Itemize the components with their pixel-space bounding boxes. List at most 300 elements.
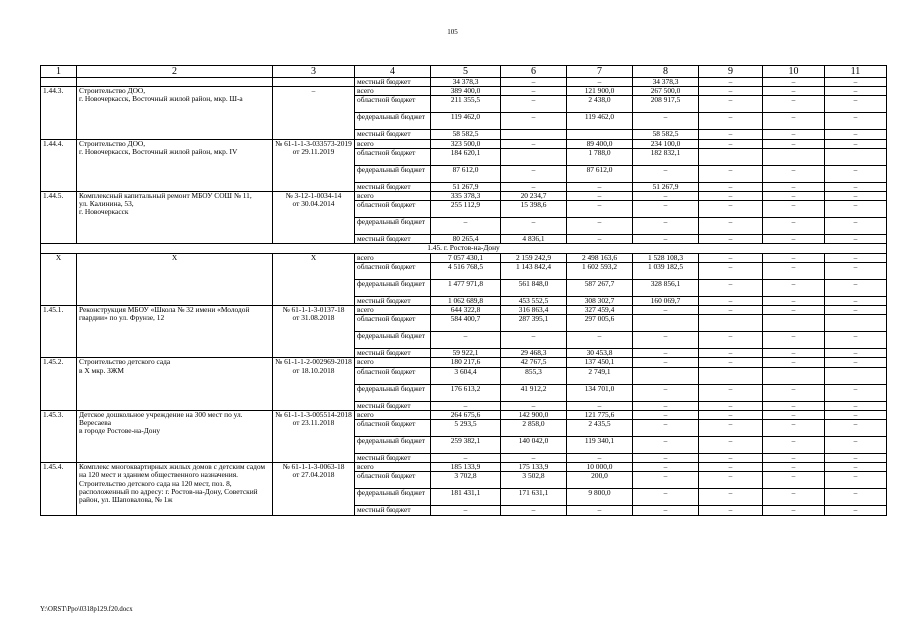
budget-source: областной бюджет (355, 201, 431, 218)
item-number: 1.45.4. (41, 463, 77, 515)
amount-cell: – (567, 401, 633, 410)
amount-cell (763, 315, 825, 332)
budget-source: областной бюджет (355, 472, 431, 489)
amount-cell: – (763, 472, 825, 489)
amount-cell: – (567, 218, 633, 235)
amount-cell: – (633, 332, 699, 349)
amount-cell: – (699, 472, 763, 489)
column-header: 9 (699, 66, 763, 78)
amount-cell: 171 631,1 (501, 489, 567, 506)
amount-cell: – (763, 201, 825, 218)
amount-cell (567, 130, 633, 139)
amount-cell: – (825, 306, 887, 315)
table-row (41, 253, 887, 262)
table-cell: местный бюджет (355, 78, 431, 87)
amount-cell: 119 340,1 (567, 437, 633, 454)
amount-cell: – (825, 96, 887, 113)
amount-cell: – (431, 506, 501, 515)
amount-cell: – (633, 165, 699, 182)
amount-cell: – (763, 182, 825, 191)
budget-source: всего (355, 463, 431, 472)
budget-source: всего (355, 87, 431, 96)
document-reference: № 61-1-1-2-002969-2018 от 18.10.2018 (273, 358, 355, 410)
amount-cell: – (633, 437, 699, 454)
item-number: 1.44.4. (41, 139, 77, 191)
table-row (41, 463, 887, 472)
amount-cell: – (699, 332, 763, 349)
amount-cell: 287 395,1 (501, 315, 567, 332)
amount-cell: 2 749,1 (567, 367, 633, 384)
budget-source: федеральный бюджет (355, 332, 431, 349)
amount-cell: 200,0 (567, 472, 633, 489)
budget-source: областной бюджет (355, 96, 431, 113)
column-header: 2 (77, 66, 273, 78)
item-number: X (41, 253, 77, 305)
budget-source: областной бюджет (355, 367, 431, 384)
budget-source: областной бюджет (355, 420, 431, 437)
item-name: X (77, 253, 273, 305)
budget-source: федеральный бюджет (355, 279, 431, 296)
amount-cell: – (763, 192, 825, 201)
amount-cell: – (501, 506, 567, 515)
budget-table (40, 65, 887, 516)
item-number: 1.45.1. (41, 306, 77, 358)
amount-cell: 51 267,9 (431, 182, 501, 191)
page-number: 105 (447, 28, 458, 36)
table-cell: – (501, 78, 567, 87)
amount-cell: – (825, 401, 887, 410)
amount-cell: 121 900,0 (567, 87, 633, 96)
amount-cell: – (763, 113, 825, 130)
amount-cell: 4 836,1 (501, 235, 567, 244)
column-header: 6 (501, 66, 567, 78)
amount-cell: 15 398,6 (501, 201, 567, 218)
amount-cell: – (501, 96, 567, 113)
amount-cell: 87 612,0 (567, 165, 633, 182)
amount-cell: – (633, 384, 699, 401)
amount-cell: – (699, 437, 763, 454)
amount-cell: – (763, 139, 825, 148)
amount-cell (501, 148, 567, 165)
amount-cell: 121 775,6 (567, 410, 633, 419)
file-path-footer: Y:\ORST\Ppo\0318p129.f20.docx (40, 606, 133, 613)
amount-cell: 7 057 430,1 (431, 253, 501, 262)
amount-cell: – (825, 349, 887, 358)
budget-source: областной бюджет (355, 315, 431, 332)
table-cell (77, 78, 273, 87)
amount-cell: – (633, 201, 699, 218)
budget-source: всего (355, 358, 431, 367)
amount-cell: – (633, 113, 699, 130)
item-name: Реконструкция МБОУ «Школа № 32 имени «Молодой гвардии» по ул. Фрунзе, 12 (77, 306, 273, 358)
item-number: 1.45.2. (41, 358, 77, 410)
amount-cell: 80 265,4 (431, 235, 501, 244)
amount-cell: 185 133,9 (431, 463, 501, 472)
amount-cell: 59 922,1 (431, 349, 501, 358)
amount-cell: 137 450,1 (567, 358, 633, 367)
section-title: 1.45. г. Ростов-на-Дону (41, 244, 887, 253)
amount-cell: – (431, 401, 501, 410)
amount-cell: – (501, 401, 567, 410)
amount-cell (763, 148, 825, 165)
amount-cell: 176 613,2 (431, 384, 501, 401)
amount-cell: – (699, 96, 763, 113)
amount-cell: 1 062 689,8 (431, 296, 501, 305)
budget-source: федеральный бюджет (355, 384, 431, 401)
amount-cell: – (763, 384, 825, 401)
amount-cell: – (699, 130, 763, 139)
header-row (41, 66, 887, 78)
amount-cell: – (699, 87, 763, 96)
amount-cell: – (763, 463, 825, 472)
amount-cell: – (699, 113, 763, 130)
amount-cell: – (763, 401, 825, 410)
amount-cell: – (699, 401, 763, 410)
amount-cell: – (567, 235, 633, 244)
budget-source: всего (355, 253, 431, 262)
amount-cell: 211 355,5 (431, 96, 501, 113)
amount-cell: – (633, 489, 699, 506)
amount-cell: – (699, 454, 763, 463)
amount-cell: – (633, 506, 699, 515)
budget-source: местный бюджет (355, 296, 431, 305)
amount-cell: – (699, 235, 763, 244)
column-header: 4 (355, 66, 431, 78)
amount-cell: 259 382,1 (431, 437, 501, 454)
amount-cell: – (633, 420, 699, 437)
amount-cell: – (825, 437, 887, 454)
amount-cell: 587 267,7 (567, 279, 633, 296)
amount-cell: 119 462,0 (431, 113, 501, 130)
amount-cell: – (825, 139, 887, 148)
amount-cell: – (633, 410, 699, 419)
amount-cell: 51 267,9 (633, 182, 699, 191)
amount-cell (699, 148, 763, 165)
amount-cell: – (633, 463, 699, 472)
amount-cell: 29 468,3 (501, 349, 567, 358)
document-reference: – (273, 87, 355, 139)
amount-cell: – (501, 87, 567, 96)
table-row (41, 306, 887, 315)
amount-cell: – (633, 358, 699, 367)
amount-cell: – (825, 235, 887, 244)
amount-cell (633, 367, 699, 384)
budget-source: местный бюджет (355, 454, 431, 463)
amount-cell: 1 788,0 (567, 148, 633, 165)
amount-cell: – (633, 454, 699, 463)
amount-cell: 140 042,0 (501, 437, 567, 454)
document-reference: № 61-1-1-3-0137-18 от 31.08.2018 (273, 306, 355, 358)
document-reference: № 61-1-1-3-0063-18 от 27.04.2018 (273, 463, 355, 515)
amount-cell: – (699, 306, 763, 315)
item-name: Строительство ДОО, г. Новочеркасск, Восточный жилой район, мкр. Ш-а (77, 87, 273, 139)
amount-cell: 9 800,0 (567, 489, 633, 506)
column-header: 5 (431, 66, 501, 78)
amount-cell: 308 302,7 (567, 296, 633, 305)
budget-source: всего (355, 192, 431, 201)
budget-source: всего (355, 306, 431, 315)
amount-cell: – (501, 139, 567, 148)
amount-cell: 4 516 768,5 (431, 262, 501, 279)
amount-cell: 2 438,0 (567, 96, 633, 113)
table-row (41, 139, 887, 148)
amount-cell: 175 133,9 (501, 463, 567, 472)
amount-cell: – (699, 489, 763, 506)
budget-source: федеральный бюджет (355, 489, 431, 506)
amount-cell: – (699, 279, 763, 296)
amount-cell: – (699, 218, 763, 235)
amount-cell: 134 701,0 (567, 384, 633, 401)
amount-cell: 181 431,1 (431, 489, 501, 506)
item-number: 1.44.5. (41, 192, 77, 244)
amount-cell: 5 293,5 (431, 420, 501, 437)
amount-cell: 182 832,1 (633, 148, 699, 165)
amount-cell: – (825, 296, 887, 305)
amount-cell: 323 500,0 (431, 139, 501, 148)
column-header: 8 (633, 66, 699, 78)
amount-cell: 119 462,0 (567, 113, 633, 130)
amount-cell: – (501, 454, 567, 463)
amount-cell: – (699, 139, 763, 148)
amount-cell: 1 143 842,4 (501, 262, 567, 279)
amount-cell: – (633, 192, 699, 201)
amount-cell: 3 604,4 (431, 367, 501, 384)
amount-cell: – (763, 253, 825, 262)
amount-cell: – (763, 349, 825, 358)
amount-cell (699, 367, 763, 384)
amount-cell: – (501, 218, 567, 235)
budget-source: местный бюджет (355, 182, 431, 191)
amount-cell: 41 912,2 (501, 384, 567, 401)
amount-cell: – (763, 306, 825, 315)
amount-cell: 2 435,5 (567, 420, 633, 437)
amount-cell: 1 602 593,2 (567, 262, 633, 279)
amount-cell: – (825, 87, 887, 96)
amount-cell: – (763, 410, 825, 419)
amount-cell: – (763, 332, 825, 349)
amount-cell: – (763, 262, 825, 279)
budget-source: федеральный бюджет (355, 113, 431, 130)
amount-cell: – (699, 349, 763, 358)
amount-cell: – (825, 201, 887, 218)
document-reference: № 61-1-1-3-033573-2019 от 29.11.2019 (273, 139, 355, 191)
amount-cell: – (763, 218, 825, 235)
amount-cell: – (825, 420, 887, 437)
amount-cell: – (699, 201, 763, 218)
amount-cell: 42 767,5 (501, 358, 567, 367)
amount-cell: – (501, 113, 567, 130)
amount-cell: – (825, 472, 887, 489)
amount-cell: – (825, 489, 887, 506)
budget-source: местный бюджет (355, 506, 431, 515)
amount-cell: 2 858,0 (501, 420, 567, 437)
amount-cell: 10 000,0 (567, 463, 633, 472)
amount-cell: – (567, 332, 633, 349)
amount-cell: – (633, 306, 699, 315)
budget-source: всего (355, 139, 431, 148)
amount-cell: – (501, 182, 567, 191)
amount-cell: – (763, 87, 825, 96)
amount-cell: 389 400,0 (431, 87, 501, 96)
amount-cell: 208 917,5 (633, 96, 699, 113)
budget-source: местный бюджет (355, 235, 431, 244)
column-header: 3 (273, 66, 355, 78)
amount-cell: – (501, 332, 567, 349)
item-name: Детское дошкольное учреждение на 300 мест по ул. Вересаева в городе Ростове-на-Дону (77, 410, 273, 462)
amount-cell: – (633, 235, 699, 244)
amount-cell: – (431, 332, 501, 349)
amount-cell: 3 502,8 (501, 472, 567, 489)
amount-cell: – (825, 358, 887, 367)
table-row (41, 410, 887, 419)
document-reference: № 3-12-1-0034-14 от 30.04.2014 (273, 192, 355, 244)
amount-cell: – (699, 358, 763, 367)
amount-cell: – (763, 130, 825, 139)
amount-cell: 1 039 182,5 (633, 262, 699, 279)
amount-cell: 327 459,4 (567, 306, 633, 315)
amount-cell (825, 367, 887, 384)
item-number: 1.44.3. (41, 87, 77, 139)
amount-cell: – (825, 506, 887, 515)
amount-cell: – (699, 463, 763, 472)
amount-cell: – (763, 489, 825, 506)
amount-cell (633, 315, 699, 332)
budget-source: федеральный бюджет (355, 165, 431, 182)
amount-cell: 2 498 163,6 (567, 253, 633, 262)
amount-cell: 3 702,8 (431, 472, 501, 489)
budget-source: областной бюджет (355, 262, 431, 279)
amount-cell: – (633, 472, 699, 489)
table-cell: – (763, 78, 825, 87)
table-cell: 34 378,3 (431, 78, 501, 87)
item-name: Комплекс многоквартирных жилых домов с детским садом на 120 мест и зданием общественного назначения. Строительство детского сада на 120 мест, поз. 8, расположенный по адресу: г. Ростов-на-Дону, Советский район, ул. Шаповалова, № 1ж (77, 463, 273, 515)
column-header: 11 (825, 66, 887, 78)
amount-cell: – (567, 454, 633, 463)
amount-cell: – (567, 506, 633, 515)
amount-cell: – (763, 96, 825, 113)
item-name: Строительство ДОО, г. Новочеркасск, Восточный жилой район, мкр. IV (77, 139, 273, 191)
amount-cell: – (699, 410, 763, 419)
budget-source: местный бюджет (355, 349, 431, 358)
amount-cell: – (825, 262, 887, 279)
budget-source: всего (355, 410, 431, 419)
amount-cell: – (825, 463, 887, 472)
amount-cell: – (633, 349, 699, 358)
table-row (41, 192, 887, 201)
amount-cell: 180 217,6 (431, 358, 501, 367)
amount-cell: – (825, 113, 887, 130)
column-header: 1 (41, 66, 77, 78)
amount-cell: – (763, 235, 825, 244)
amount-cell: 297 005,6 (567, 315, 633, 332)
amount-cell: 89 400,0 (567, 139, 633, 148)
amount-cell: – (825, 192, 887, 201)
amount-cell: 255 112,9 (431, 201, 501, 218)
amount-cell: – (699, 262, 763, 279)
amount-cell: 1 477 971,8 (431, 279, 501, 296)
amount-cell: – (431, 218, 501, 235)
amount-cell: 584 400,7 (431, 315, 501, 332)
amount-cell: – (825, 130, 887, 139)
amount-cell: – (431, 454, 501, 463)
amount-cell: 234 100,0 (633, 139, 699, 148)
item-number: 1.45.3. (41, 410, 77, 462)
amount-cell: – (763, 296, 825, 305)
table-cell: 34 378,3 (633, 78, 699, 87)
amount-cell: 160 069,7 (633, 296, 699, 305)
budget-source: федеральный бюджет (355, 437, 431, 454)
amount-cell: – (825, 410, 887, 419)
amount-cell: 328 856,1 (633, 279, 699, 296)
amount-cell (825, 315, 887, 332)
amount-cell: 184 620,1 (431, 148, 501, 165)
amount-cell: 2 159 242,9 (501, 253, 567, 262)
budget-source: областной бюджет (355, 148, 431, 165)
amount-cell: 561 848,0 (501, 279, 567, 296)
amount-cell: – (763, 279, 825, 296)
amount-cell (763, 367, 825, 384)
table-row (41, 358, 887, 367)
table-row (41, 87, 887, 96)
item-name: Строительство детского сада в X мкр. ЗЖМ (77, 358, 273, 410)
amount-cell: – (763, 506, 825, 515)
amount-cell: – (699, 384, 763, 401)
amount-cell: – (567, 192, 633, 201)
amount-cell: 58 582,5 (431, 130, 501, 139)
budget-source: местный бюджет (355, 401, 431, 410)
amount-cell: – (825, 384, 887, 401)
amount-cell: – (699, 506, 763, 515)
amount-cell: – (763, 165, 825, 182)
amount-cell: – (633, 218, 699, 235)
table-cell: – (825, 78, 887, 87)
amount-cell: – (763, 454, 825, 463)
amount-cell: 1 528 108,3 (633, 253, 699, 262)
table-cell (41, 78, 77, 87)
amount-cell: – (699, 253, 763, 262)
amount-cell: – (763, 437, 825, 454)
section-row (41, 244, 887, 253)
amount-cell: – (825, 454, 887, 463)
amount-cell: – (763, 420, 825, 437)
amount-cell: – (699, 420, 763, 437)
amount-cell: – (825, 182, 887, 191)
amount-cell: 644 322,8 (431, 306, 501, 315)
amount-cell: 58 582,5 (633, 130, 699, 139)
amount-cell: 142 900,0 (501, 410, 567, 419)
amount-cell: – (501, 165, 567, 182)
amount-cell: – (763, 358, 825, 367)
table-row (41, 78, 887, 87)
amount-cell: 87 612,0 (431, 165, 501, 182)
amount-cell: 335 378,3 (431, 192, 501, 201)
amount-cell: 453 552,5 (501, 296, 567, 305)
amount-cell: – (699, 165, 763, 182)
amount-cell: – (825, 332, 887, 349)
amount-cell: 30 453,8 (567, 349, 633, 358)
table-cell (273, 78, 355, 87)
table-cell: – (699, 78, 763, 87)
amount-cell: – (633, 401, 699, 410)
document-reference: № 61-1-1-3-005514-2018 от 23.11.2018 (273, 410, 355, 462)
amount-cell: – (825, 253, 887, 262)
amount-cell: 855,3 (501, 367, 567, 384)
budget-source: местный бюджет (355, 130, 431, 139)
amount-cell: – (825, 165, 887, 182)
item-name: Комплексный капитальный ремонт МБОУ СОШ № 11, ул. Калинина, 53, г. Новочеркасск (77, 192, 273, 244)
amount-cell (501, 130, 567, 139)
amount-cell: – (699, 192, 763, 201)
